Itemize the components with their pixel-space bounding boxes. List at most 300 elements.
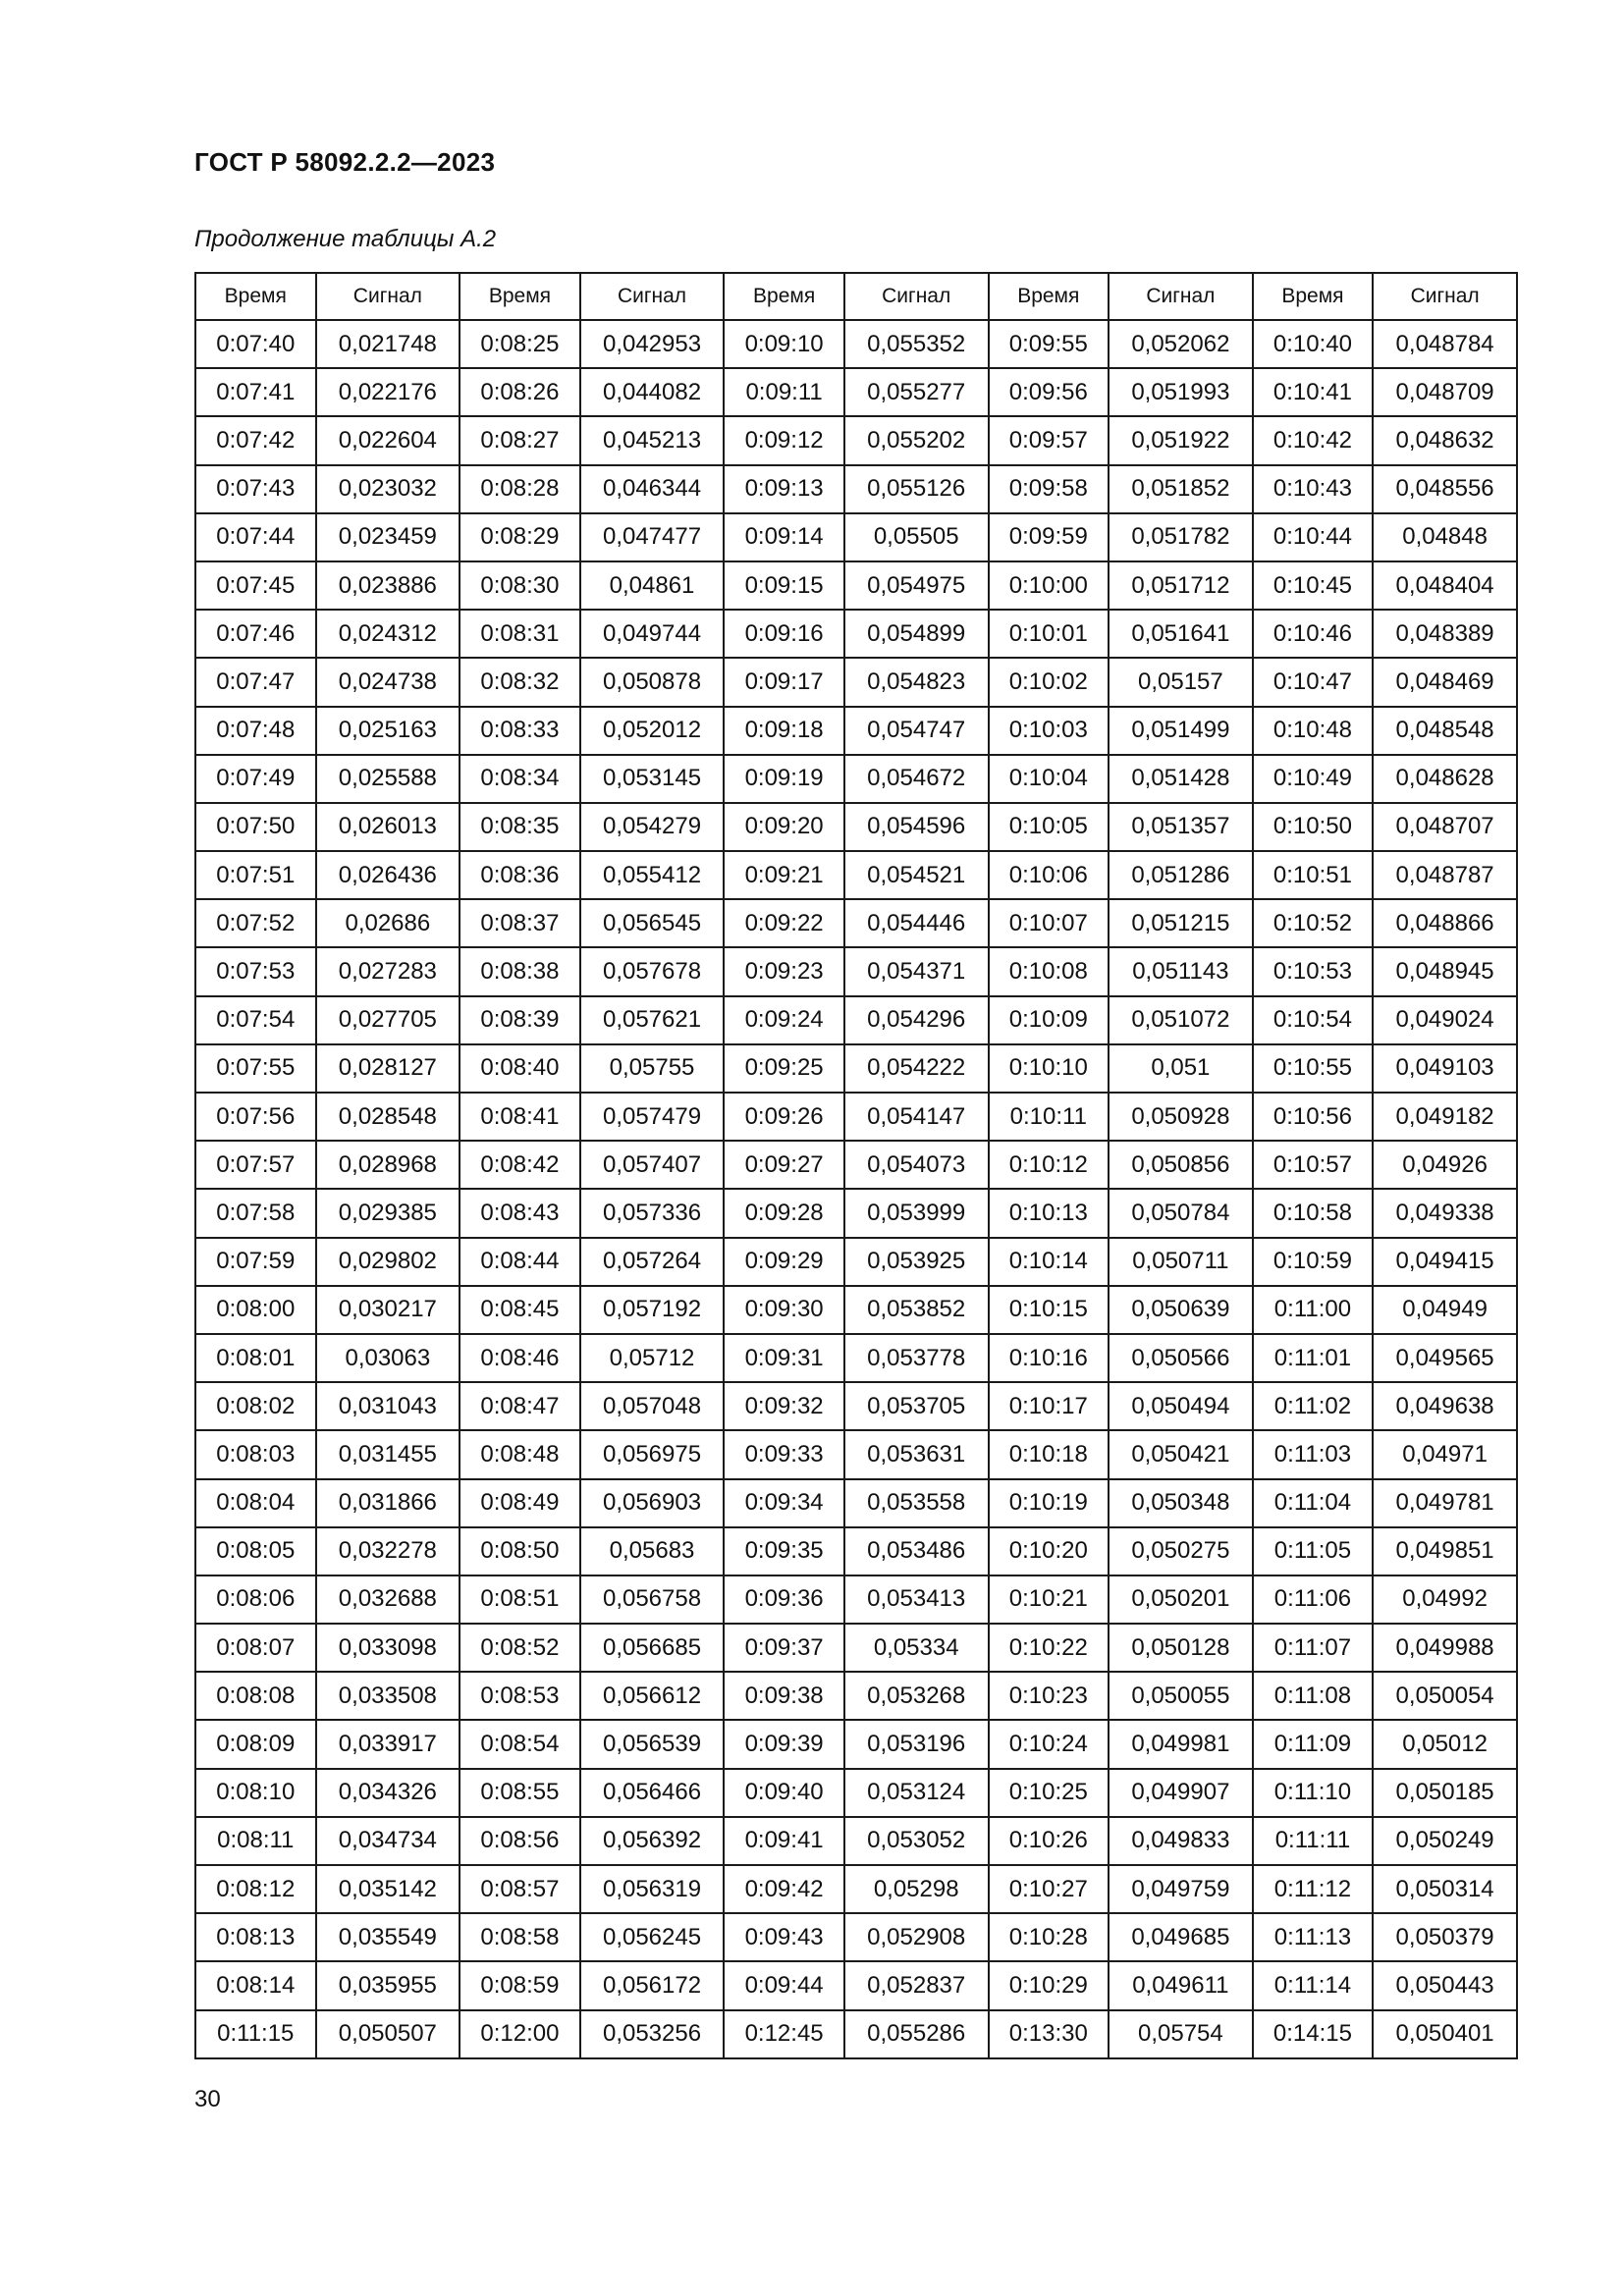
table-caption: Продолжение таблицы А.2 [194,226,497,252]
time-cell: 0:10:59 [1253,1238,1374,1286]
time-cell: 0:08:33 [460,707,580,755]
time-cell: 0:09:36 [724,1575,844,1624]
time-cell: 0:10:44 [1253,513,1374,561]
signal-cell: 0,045213 [580,416,725,464]
signal-cell: 0,051712 [1109,561,1253,610]
signal-cell: 0,049851 [1373,1527,1517,1575]
time-cell: 0:10:55 [1253,1044,1374,1093]
time-cell: 0:10:46 [1253,610,1374,658]
signal-cell: 0,03063 [316,1334,460,1382]
time-cell: 0:09:41 [724,1817,844,1865]
time-cell: 0:08:57 [460,1865,580,1913]
time-cell: 0:08:59 [460,1961,580,2009]
signal-cell: 0,051922 [1109,416,1253,464]
signal-cell: 0,026013 [316,803,460,851]
signal-cell: 0,057336 [580,1189,725,1237]
time-cell: 0:09:18 [724,707,844,755]
time-cell: 0:09:26 [724,1093,844,1141]
signal-cell: 0,055277 [844,368,989,416]
signal-cell: 0,048404 [1373,561,1517,610]
time-cell: 0:11:06 [1253,1575,1374,1624]
time-cell: 0:09:34 [724,1479,844,1527]
time-cell: 0:09:57 [989,416,1110,464]
time-cell: 0:11:10 [1253,1769,1374,1817]
signal-cell: 0,05298 [844,1865,989,1913]
signal-cell: 0,052062 [1109,320,1253,368]
time-cell: 0:08:35 [460,803,580,851]
signal-cell: 0,042953 [580,320,725,368]
time-cell: 0:10:22 [989,1624,1110,1672]
signal-cell: 0,049638 [1373,1382,1517,1430]
signal-cell: 0,051993 [1109,368,1253,416]
signal-cell: 0,054222 [844,1044,989,1093]
signal-cell: 0,050314 [1373,1865,1517,1913]
signal-cell: 0,050379 [1373,1913,1517,1961]
column-header-signal: Сигнал [580,273,725,320]
time-cell: 0:11:11 [1253,1817,1374,1865]
time-cell: 0:11:07 [1253,1624,1374,1672]
signal-cell: 0,053778 [844,1334,989,1382]
time-cell: 0:10:41 [1253,368,1374,416]
table-row [195,996,1517,1044]
time-cell: 0:07:56 [195,1093,316,1141]
time-cell: 0:10:49 [1253,755,1374,803]
table-row [195,513,1517,561]
time-cell: 0:12:00 [460,2010,580,2058]
time-cell: 0:11:02 [1253,1382,1374,1430]
time-cell: 0:08:06 [195,1575,316,1624]
column-header-time: Время [724,273,844,320]
time-cell: 0:09:25 [724,1044,844,1093]
time-cell: 0:08:50 [460,1527,580,1575]
time-cell: 0:09:31 [724,1334,844,1382]
column-header-signal: Сигнал [1109,273,1253,320]
table-row [195,1189,1517,1237]
signal-cell: 0,053631 [844,1430,989,1478]
signal-cell: 0,054747 [844,707,989,755]
time-cell: 0:08:08 [195,1672,316,1720]
signal-cell: 0,053852 [844,1286,989,1334]
table-row [195,1672,1517,1720]
signal-cell: 0,054975 [844,561,989,610]
time-cell: 0:08:07 [195,1624,316,1672]
signal-cell: 0,051143 [1109,947,1253,995]
signal-cell: 0,056685 [580,1624,725,1672]
time-cell: 0:09:56 [989,368,1110,416]
time-cell: 0:08:32 [460,658,580,706]
time-cell: 0:08:09 [195,1720,316,1768]
signal-cell: 0,049759 [1109,1865,1253,1913]
signal-cell: 0,032688 [316,1575,460,1624]
time-cell: 0:08:10 [195,1769,316,1817]
time-cell: 0:07:48 [195,707,316,755]
signal-cell: 0,050711 [1109,1238,1253,1286]
time-cell: 0:08:51 [460,1575,580,1624]
table-row [195,368,1517,416]
signal-cell: 0,029802 [316,1238,460,1286]
table-row [195,658,1517,706]
column-header-signal: Сигнал [1373,273,1517,320]
time-cell: 0:08:13 [195,1913,316,1961]
time-cell: 0:07:43 [195,465,316,513]
time-cell: 0:08:14 [195,1961,316,2009]
table-row [195,1238,1517,1286]
signal-cell: 0,050128 [1109,1624,1253,1672]
signal-cell: 0,032278 [316,1527,460,1575]
time-cell: 0:08:37 [460,899,580,947]
time-cell: 0:09:33 [724,1430,844,1478]
signal-cell: 0,023886 [316,561,460,610]
signal-cell: 0,055352 [844,320,989,368]
time-cell: 0:09:11 [724,368,844,416]
signal-cell: 0,054147 [844,1093,989,1141]
time-cell: 0:09:17 [724,658,844,706]
time-cell: 0:10:21 [989,1575,1110,1624]
time-cell: 0:11:00 [1253,1286,1374,1334]
table-row [195,1286,1517,1334]
signal-cell: 0,050348 [1109,1479,1253,1527]
signal-cell: 0,057479 [580,1093,725,1141]
signal-cell: 0,022604 [316,416,460,464]
signal-cell: 0,033917 [316,1720,460,1768]
signal-cell: 0,053145 [580,755,725,803]
signal-cell: 0,050275 [1109,1527,1253,1575]
time-cell: 0:09:23 [724,947,844,995]
table-row [195,1865,1517,1913]
signal-cell: 0,02686 [316,899,460,947]
table-row [195,1961,1517,2009]
signal-cell: 0,04926 [1373,1141,1517,1189]
signal-cell: 0,048548 [1373,707,1517,755]
signal-cell: 0,057264 [580,1238,725,1286]
signal-cell: 0,054521 [844,851,989,899]
signal-cell: 0,051641 [1109,610,1253,658]
time-cell: 0:10:04 [989,755,1110,803]
table-row [195,1913,1517,1961]
time-cell: 0:10:26 [989,1817,1110,1865]
time-cell: 0:08:12 [195,1865,316,1913]
table-body [195,320,1517,2058]
time-cell: 0:10:19 [989,1479,1110,1527]
signal-cell: 0,021748 [316,320,460,368]
time-cell: 0:08:40 [460,1044,580,1093]
signal-cell: 0,029385 [316,1189,460,1237]
signal-cell: 0,053196 [844,1720,989,1768]
time-cell: 0:10:24 [989,1720,1110,1768]
signal-cell: 0,053486 [844,1527,989,1575]
table-row [195,1044,1517,1093]
signal-cell: 0,033508 [316,1672,460,1720]
signal-cell: 0,04949 [1373,1286,1517,1334]
signal-cell: 0,048389 [1373,610,1517,658]
signal-cell: 0,028548 [316,1093,460,1141]
column-header-signal: Сигнал [316,273,460,320]
time-cell: 0:09:20 [724,803,844,851]
time-cell: 0:08:44 [460,1238,580,1286]
time-cell: 0:11:04 [1253,1479,1374,1527]
time-cell: 0:10:10 [989,1044,1110,1093]
signal-cell: 0,056545 [580,899,725,947]
signal-cell: 0,046344 [580,465,725,513]
time-cell: 0:10:01 [989,610,1110,658]
time-cell: 0:11:05 [1253,1527,1374,1575]
time-cell: 0:11:13 [1253,1913,1374,1961]
signal-cell: 0,031455 [316,1430,460,1478]
signal-cell: 0,055202 [844,416,989,464]
table-row [195,610,1517,658]
time-cell: 0:08:34 [460,755,580,803]
signal-cell: 0,025163 [316,707,460,755]
time-cell: 0:07:49 [195,755,316,803]
time-cell: 0:10:03 [989,707,1110,755]
signal-cell: 0,055412 [580,851,725,899]
table-row [195,755,1517,803]
signal-cell: 0,050401 [1373,2010,1517,2058]
time-cell: 0:08:48 [460,1430,580,1478]
page-number: 30 [194,2086,221,2112]
signal-cell: 0,034326 [316,1769,460,1817]
column-header-time: Время [1253,273,1374,320]
signal-cell: 0,054073 [844,1141,989,1189]
signal-cell: 0,04992 [1373,1575,1517,1624]
time-cell: 0:09:30 [724,1286,844,1334]
time-cell: 0:08:27 [460,416,580,464]
time-cell: 0:10:08 [989,947,1110,995]
time-cell: 0:08:11 [195,1817,316,1865]
time-cell: 0:08:03 [195,1430,316,1478]
time-cell: 0:10:58 [1253,1189,1374,1237]
time-cell: 0:10:57 [1253,1141,1374,1189]
signal-cell: 0,051286 [1109,851,1253,899]
signal-cell: 0,051499 [1109,707,1253,755]
time-cell: 0:11:15 [195,2010,316,2058]
table-row [195,320,1517,368]
time-cell: 0:10:29 [989,1961,1110,2009]
signal-cell: 0,053705 [844,1382,989,1430]
time-cell: 0:09:15 [724,561,844,610]
signal-cell: 0,05157 [1109,658,1253,706]
table-row [195,1575,1517,1624]
signal-cell: 0,034734 [316,1817,460,1865]
signal-cell: 0,049338 [1373,1189,1517,1237]
signal-cell: 0,050494 [1109,1382,1253,1430]
signal-cell: 0,031866 [316,1479,460,1527]
time-cell: 0:08:49 [460,1479,580,1527]
signal-cell: 0,04971 [1373,1430,1517,1478]
time-cell: 0:09:16 [724,610,844,658]
table-row [195,2010,1517,2058]
signal-cell: 0,049415 [1373,1238,1517,1286]
signal-cell: 0,049907 [1109,1769,1253,1817]
signal-cell: 0,027283 [316,947,460,995]
time-cell: 0:09:44 [724,1961,844,2009]
signal-cell: 0,056319 [580,1865,725,1913]
column-header-signal: Сигнал [844,273,989,320]
time-cell: 0:10:54 [1253,996,1374,1044]
table-row [195,851,1517,899]
time-cell: 0:10:16 [989,1334,1110,1382]
signal-cell: 0,05683 [580,1527,725,1575]
signal-cell: 0,051428 [1109,755,1253,803]
signal-cell: 0,028968 [316,1141,460,1189]
time-cell: 0:10:25 [989,1769,1110,1817]
time-cell: 0:10:40 [1253,320,1374,368]
table-row [195,465,1517,513]
time-cell: 0:10:15 [989,1286,1110,1334]
signal-cell: 0,054371 [844,947,989,995]
signal-cell: 0,050878 [580,658,725,706]
signal-cell: 0,035142 [316,1865,460,1913]
time-cell: 0:07:55 [195,1044,316,1093]
signal-cell: 0,056392 [580,1817,725,1865]
signal-cell: 0,053999 [844,1189,989,1237]
signal-cell: 0,049744 [580,610,725,658]
table-row [195,1430,1517,1478]
signal-cell: 0,050443 [1373,1961,1517,2009]
time-cell: 0:07:41 [195,368,316,416]
time-cell: 0:10:14 [989,1238,1110,1286]
signal-cell: 0,053925 [844,1238,989,1286]
signal-cell: 0,056539 [580,1720,725,1768]
time-cell: 0:10:45 [1253,561,1374,610]
time-cell: 0:10:48 [1253,707,1374,755]
signal-cell: 0,057407 [580,1141,725,1189]
signal-cell: 0,050856 [1109,1141,1253,1189]
signal-cell: 0,048709 [1373,368,1517,416]
time-cell: 0:11:14 [1253,1961,1374,2009]
signal-cell: 0,049685 [1109,1913,1253,1961]
time-cell: 0:10:11 [989,1093,1110,1141]
signal-cell: 0,053558 [844,1479,989,1527]
table-row [195,1769,1517,1817]
time-cell: 0:08:43 [460,1189,580,1237]
time-cell: 0:08:39 [460,996,580,1044]
time-cell: 0:08:04 [195,1479,316,1527]
time-cell: 0:11:12 [1253,1865,1374,1913]
time-cell: 0:07:42 [195,416,316,464]
table-row [195,947,1517,995]
signal-cell: 0,053256 [580,2010,725,2058]
time-cell: 0:07:54 [195,996,316,1044]
time-cell: 0:09:28 [724,1189,844,1237]
time-cell: 0:10:56 [1253,1093,1374,1141]
signal-cell: 0,053052 [844,1817,989,1865]
time-cell: 0:10:02 [989,658,1110,706]
time-cell: 0:11:01 [1253,1334,1374,1382]
time-cell: 0:07:51 [195,851,316,899]
signal-cell: 0,031043 [316,1382,460,1430]
signal-cell: 0,048632 [1373,416,1517,464]
time-cell: 0:08:01 [195,1334,316,1382]
signal-cell: 0,056245 [580,1913,725,1961]
time-cell: 0:08:05 [195,1527,316,1575]
time-cell: 0:07:50 [195,803,316,851]
time-cell: 0:10:17 [989,1382,1110,1430]
time-cell: 0:09:55 [989,320,1110,368]
signal-cell: 0,054279 [580,803,725,851]
table-row [195,1479,1517,1527]
time-cell: 0:07:57 [195,1141,316,1189]
time-cell: 0:07:45 [195,561,316,610]
time-cell: 0:09:14 [724,513,844,561]
table-header-row [195,273,1517,320]
signal-cell: 0,051782 [1109,513,1253,561]
signal-cell: 0,04861 [580,561,725,610]
time-cell: 0:10:51 [1253,851,1374,899]
time-cell: 0:07:46 [195,610,316,658]
time-cell: 0:10:50 [1253,803,1374,851]
time-cell: 0:08:46 [460,1334,580,1382]
time-cell: 0:10:20 [989,1527,1110,1575]
time-cell: 0:11:09 [1253,1720,1374,1768]
signal-cell: 0,051357 [1109,803,1253,851]
table-row [195,1334,1517,1382]
table-row [195,1141,1517,1189]
signal-cell: 0,054672 [844,755,989,803]
time-cell: 0:09:38 [724,1672,844,1720]
signal-cell: 0,050566 [1109,1334,1253,1382]
table-row [195,899,1517,947]
time-cell: 0:08:54 [460,1720,580,1768]
signal-cell: 0,054823 [844,658,989,706]
signal-cell: 0,052012 [580,707,725,755]
signal-cell: 0,048469 [1373,658,1517,706]
signal-cell: 0,056612 [580,1672,725,1720]
signal-cell: 0,053413 [844,1575,989,1624]
time-cell: 0:13:30 [989,2010,1110,2058]
time-cell: 0:10:06 [989,851,1110,899]
time-cell: 0:09:35 [724,1527,844,1575]
time-cell: 0:08:38 [460,947,580,995]
signal-cell: 0,051215 [1109,899,1253,947]
signal-cell: 0,05712 [580,1334,725,1382]
signal-cell: 0,056172 [580,1961,725,2009]
signal-cell: 0,052908 [844,1913,989,1961]
table-row [195,1720,1517,1768]
time-cell: 0:12:45 [724,2010,844,2058]
time-cell: 0:08:25 [460,320,580,368]
time-cell: 0:08:29 [460,513,580,561]
time-cell: 0:08:42 [460,1141,580,1189]
signal-cell: 0,05334 [844,1624,989,1672]
signal-cell: 0,025588 [316,755,460,803]
table-row [195,1527,1517,1575]
signal-cell: 0,050421 [1109,1430,1253,1478]
signal-cell: 0,055126 [844,465,989,513]
signal-cell: 0,051072 [1109,996,1253,1044]
table-row [195,707,1517,755]
time-cell: 0:09:40 [724,1769,844,1817]
signal-cell: 0,048707 [1373,803,1517,851]
signal-cell: 0,056975 [580,1430,725,1478]
signal-cell: 0,030217 [316,1286,460,1334]
time-cell: 0:09:13 [724,465,844,513]
time-cell: 0:08:26 [460,368,580,416]
signal-cell: 0,033098 [316,1624,460,1672]
signal-cell: 0,027705 [316,996,460,1044]
signal-cell: 0,04848 [1373,513,1517,561]
time-cell: 0:10:42 [1253,416,1374,464]
signal-cell: 0,050185 [1373,1769,1517,1817]
document-header: ГОСТ Р 58092.2.2—2023 [194,147,496,177]
signal-cell: 0,057048 [580,1382,725,1430]
time-cell: 0:09:21 [724,851,844,899]
time-cell: 0:09:10 [724,320,844,368]
signal-cell: 0,050928 [1109,1093,1253,1141]
signal-cell: 0,05505 [844,513,989,561]
signal-cell: 0,048556 [1373,465,1517,513]
signal-cell: 0,049781 [1373,1479,1517,1527]
